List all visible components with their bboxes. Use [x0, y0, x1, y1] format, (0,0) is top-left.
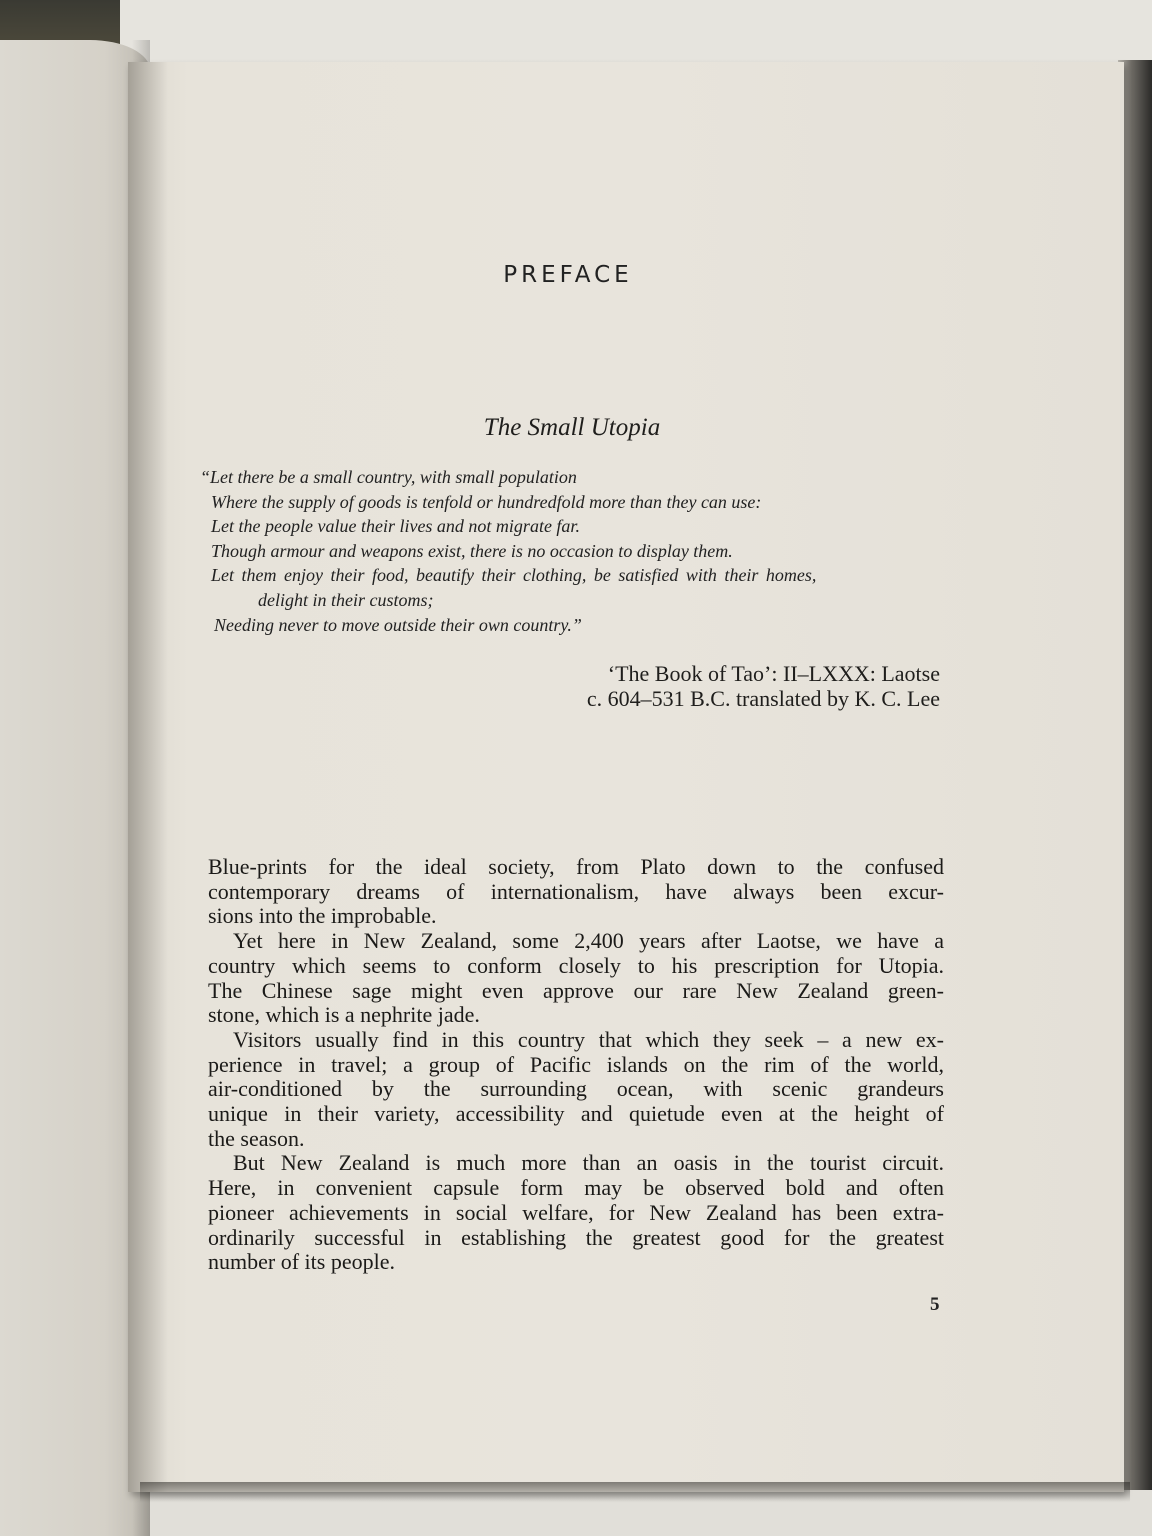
body-line: number of its people.: [208, 1249, 395, 1275]
body-line: perience in travel; a group of Pacific islands on the rim of the world,: [208, 1051, 944, 1077]
quote-line: Needing never to move outside their own country.”: [214, 614, 582, 635]
body-line: But New Zealand is much more than an oasis in the tourist circuit.: [233, 1150, 944, 1176]
body-line: pioneer achievements in social welfare, for New Zealand has been extra-: [208, 1199, 944, 1225]
quote-line: Though armour and weapons exist, there is no occasion to display them.: [211, 540, 733, 561]
body-line: unique in their variety, accessibility and quietude even at the height of: [208, 1101, 944, 1127]
body-line: Visitors usually find in this country that which they seek – a new ex-: [233, 1026, 944, 1052]
body-line: The Chinese sage might even approve our rare New Zealand green-: [208, 977, 944, 1003]
body-line: sions into the improbable.: [208, 903, 437, 929]
page-heading: PREFACE: [503, 262, 633, 288]
body-line: the season.: [208, 1125, 305, 1151]
body-line: Blue-prints for the ideal society, from Plato down to the confused: [208, 854, 944, 879]
body-line: ordinarily successful in establishing the greatest good for the greatest: [208, 1224, 944, 1250]
body-line: country which seems to conform closely to his prescription for Utopia.: [208, 952, 944, 978]
body-line: air-conditioned by the surrounding ocean, with scenic grandeurs: [208, 1076, 944, 1102]
quote-line: Let them enjoy their food, beautify their clothing, be satisfied with their homes,: [211, 565, 817, 586]
epigraph-quote: [200, 465, 960, 637]
quote-line: “Let there be a small country, with small population: [200, 467, 577, 487]
page-bottom-shadow: [140, 1482, 1130, 1502]
quote-line: delight in their customs;: [258, 589, 434, 610]
body-line: stone, which is a nephrite jade.: [208, 1002, 480, 1028]
body-line: contemporary dreams of internationalism, have always been excur-: [208, 878, 944, 904]
quote-line: Where the supply of goods is tenfold or hundredfold more than they can use:: [211, 491, 762, 512]
page-number: 5: [930, 1294, 940, 1315]
quote-line: Let the people value their lives and not migrate far.: [211, 516, 580, 537]
body-line: Here, in convenient capsule form may be observed bold and often: [208, 1175, 944, 1201]
preface-body: [208, 855, 944, 1275]
attribution-line: ‘The Book of Tao’: II–LXXX: Laotse: [607, 661, 940, 686]
body-line: Yet here in New Zealand, some 2,400 years after Laotse, we have a: [233, 928, 944, 954]
attribution-line: c. 604–531 B.C. translated by K. C. Lee: [586, 686, 940, 711]
quote-attribution: [400, 661, 940, 711]
section-title: The Small Utopia: [483, 414, 661, 441]
